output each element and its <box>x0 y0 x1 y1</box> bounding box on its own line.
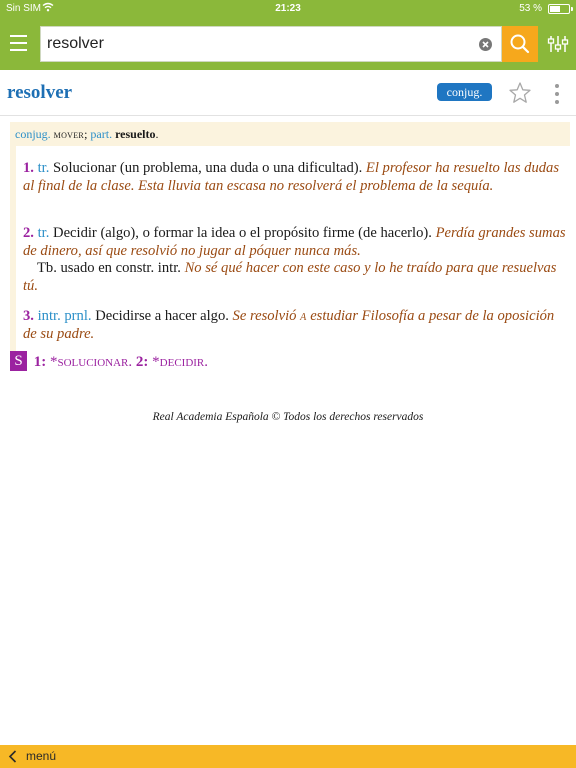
conjugation-end: . <box>155 127 159 141</box>
conjugation-button[interactable]: conjug. <box>437 83 492 101</box>
participle-label: part. <box>90 127 113 141</box>
settings-sliders-icon[interactable] <box>544 28 572 60</box>
sense-number: 1. <box>23 160 34 176</box>
toolbar <box>0 18 576 70</box>
search-input[interactable] <box>41 27 471 61</box>
conjugation-model[interactable]: mover <box>53 127 85 141</box>
battery-level <box>550 6 560 12</box>
more-vertical-icon[interactable] <box>548 80 566 108</box>
senses-list <box>10 146 570 364</box>
carrier-label: Sin SIM <box>6 3 42 14</box>
battery-icon <box>548 4 570 14</box>
status-bar <box>0 0 576 18</box>
star-outline-icon[interactable] <box>508 81 532 105</box>
search-box <box>40 26 502 62</box>
definition-text: Solucionar (un problema, una duda o una dificultad). <box>53 160 363 176</box>
sense-2 <box>23 225 571 295</box>
clear-icon[interactable] <box>479 38 492 51</box>
example-text-continued: estudiar Filosofía a pesar de la oposición de su padre. <box>23 308 555 342</box>
search-button[interactable] <box>502 26 538 62</box>
conjugation-info: conjug. mover; part. resuelto. <box>10 122 570 146</box>
grammar-label: intr. prnl. <box>37 308 92 324</box>
chevron-left-icon[interactable] <box>6 748 20 765</box>
example-text: Se resolvió <box>232 308 297 324</box>
sense-1 <box>23 160 571 195</box>
synonym-link-2[interactable]: *decidir. <box>152 354 209 370</box>
definition-text: Decidirse a hacer algo. <box>95 308 229 324</box>
synonym-number-2: 2: <box>135 354 149 370</box>
headword: resolver <box>7 82 73 103</box>
bottom-bar <box>0 745 576 768</box>
synonym-number-1: 1: <box>33 354 47 370</box>
example-preposition: a <box>300 308 307 324</box>
sense-number: 3. <box>23 308 34 324</box>
example-text: El profesor ha resuelto las dudas al final de la clase. Esta lluvia tan escasa no resolverá el problema de la sequía. <box>23 160 560 194</box>
definition-text: Decidir (algo), o formar la idea o el propósito firme (de hacerlo). <box>53 225 432 241</box>
clock: 21:23 <box>275 3 301 14</box>
copyright-notice: Real Academia Española © Todos los derechos reservados <box>152 411 424 423</box>
synonym-link-1[interactable]: *solucionar. <box>50 354 133 370</box>
conjugation-label: conjug. <box>15 127 51 141</box>
usage-note: Tb. usado en constr. intr. <box>37 260 181 276</box>
entry-header <box>0 72 576 116</box>
usage-example: No sé qué hacer con este caso y lo he traído para que resuelvas tú. <box>23 260 557 294</box>
grammar-label: tr. <box>37 225 50 241</box>
participle: resuelto <box>115 127 156 141</box>
search-icon <box>502 26 538 62</box>
grammar-label: tr. <box>37 160 50 176</box>
battery-percent: 53 % <box>519 3 542 14</box>
example-text: Perdía grandes sumas de dinero, así que resolvió no jugar al póquer nunca más. <box>23 225 566 259</box>
synonyms-line <box>10 351 570 373</box>
synonyms-badge: S <box>10 351 27 371</box>
menu-button[interactable]: menú <box>26 749 57 763</box>
sense-3 <box>23 308 571 343</box>
sense-number: 2. <box>23 225 34 241</box>
hamburger-menu-icon[interactable] <box>6 28 32 58</box>
